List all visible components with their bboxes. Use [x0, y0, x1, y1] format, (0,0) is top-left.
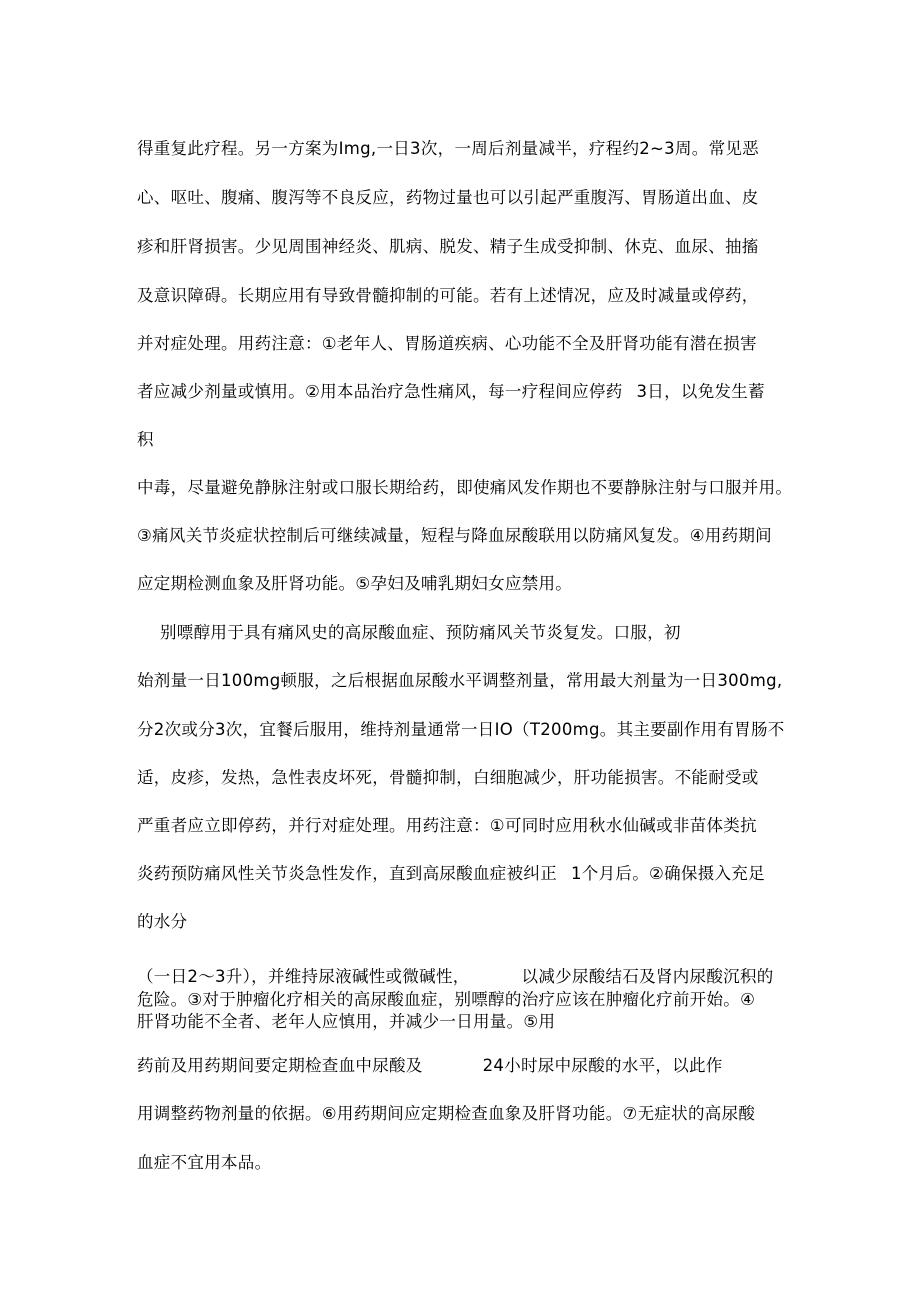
text-segment: 以减少尿酸结石及肾内尿酸沉积的	[521, 967, 774, 986]
text-line: 应定期检测血象及肝肾功能。⑤孕妇及哺乳期妇女应禁用。	[137, 574, 573, 593]
text-line	[137, 381, 797, 403]
text-line: 并对症处理。用药注意：①老年人、胃肠道疾病、心功能不全及肝肾功能有潜在损害	[137, 334, 757, 353]
text-line: 用调整药物剂量的依据。⑥用药期间应定期检查血象及肝肾功能。⑦无症状的高尿酸	[137, 1104, 756, 1123]
text-line: 危险。③对于肿瘤化疗相关的高尿酸血症，别嘌醇的治疗应该在肿瘤化疗前开始。④	[137, 990, 756, 1009]
text-line: 心、呕吐、腹痛、腹泻等不良反应，药物过量也可以引起严重腹泻、胃肠道出血、皮	[137, 188, 759, 207]
text-segment: 3日，以免发生蓄	[636, 382, 765, 401]
text-line: 及意识障碍。长期应用有导致骨髓抑制的可能。若有上述情况，应及时减量或停药，	[137, 286, 759, 305]
text-line: 严重者应立即停药，并行对症处理。用药注意：①可同时应用秋水仙碱或非苗体类抗	[137, 816, 757, 835]
text-line: 的水分	[137, 912, 188, 931]
text-line: 肝肾功能不全者、老年人应慎用，并减少一日用量。⑤用	[137, 1012, 556, 1031]
paragraph-first-line: 别嘌醇用于具有痛风史的高尿酸血症、预防痛风关节炎复发。口服，初	[160, 623, 681, 642]
text-segment: 1个月后。②确保摄入充足	[571, 864, 765, 883]
text-line: 中毒，尽量避免静脉注射或口服长期给药，即使痛风发作期也不要静脉注射与口服并用。	[137, 478, 793, 497]
text-line	[137, 1055, 797, 1077]
text-line: 得重复此疗程。另一方案为Img,一日3次，一周后剂量减半，疗程约2~3周。常见恶	[137, 139, 759, 158]
text-line: 疹和肝肾损害。少见周围神经炎、肌病、脱发、精子生成受抑制、休克、血尿、抽搐	[137, 237, 759, 256]
text-segment: （一日2～3升），并维持尿液碱性或微碱性，	[137, 967, 470, 986]
text-line: 积	[137, 430, 154, 449]
text-line: ③痛风关节炎症状控制后可继续减量，短程与降血尿酸联用以防痛风复发。④用药期间	[137, 526, 772, 545]
text-line: 适，皮疹，发热，急性表皮坏死，骨髓抑制，白细胞减少，肝功能损害。不能耐受或	[137, 768, 759, 787]
text-segment: 24小时尿中尿酸的水平，以此作	[482, 1056, 723, 1075]
text-line	[137, 966, 797, 988]
text-segment: 者应减少剂量或慎用。②用本品治疗急性痛风，每一疗程间应停药	[137, 382, 623, 401]
text-segment: 药前及用药期间要定期检查血中尿酸及	[137, 1056, 423, 1075]
text-segment: 炎药预防痛风性关节炎急性发作，直到高尿酸血症被纠正	[137, 864, 557, 883]
text-line: 分2次或分3次，宜餐后服用，维持剂量通常一日IO（T200mg。其主要副作用有胃肠不	[137, 720, 785, 739]
text-line: 血症不宜用本品。	[137, 1153, 272, 1172]
text-line	[137, 863, 797, 885]
text-line: 始剂量一日100mg顿服，之后根据血尿酸水平调整剂量，常用最大剂量为一日300mg,	[137, 671, 783, 690]
